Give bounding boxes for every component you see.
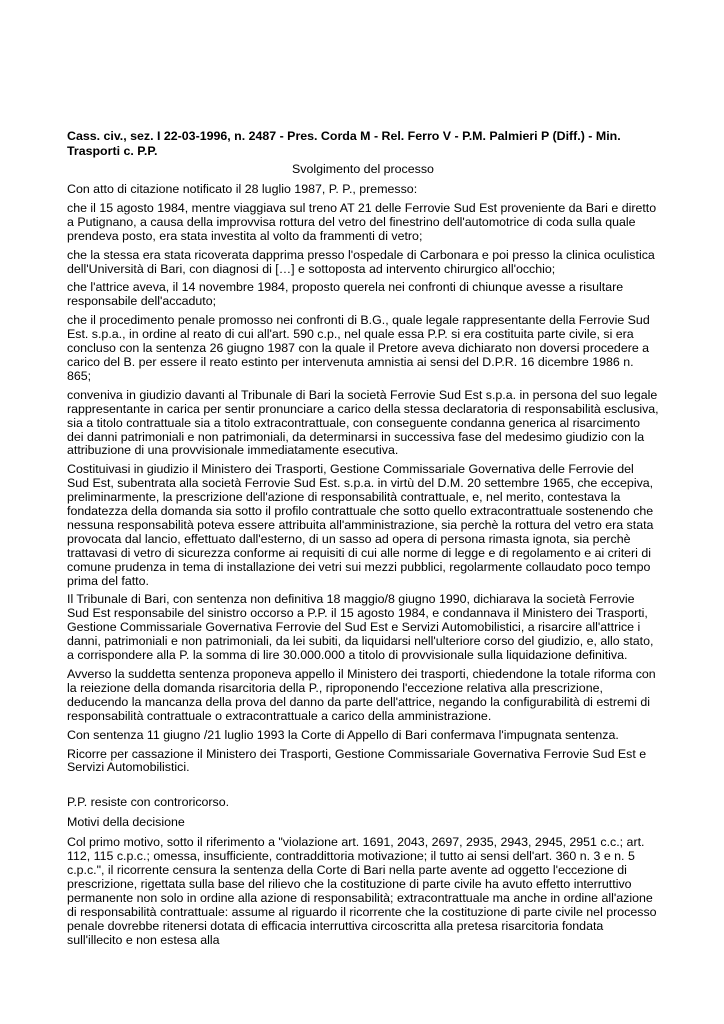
paragraph: Avverso la suddetta sentenza proponeva appello il Ministero dei trasporti, chiedendone la totale riforma con la reiezione della domanda risarcitoria della P., riproponendo l'eccezione relativa alla prescrizione, deducendo la mancanza della prova del danno da parte dell'attrice, negando la configurabilità di estremi di responsabilità contrattuale o extracontrattuale a carico della amministrazione.	[67, 667, 656, 723]
paragraph: Costituivasi in giudizio il Ministero dei Trasporti, Gestione Commissariale Governativa delle Ferrovie del Sud Est, subentrata alla società Ferrovie Sud Est. s.p.a. in virtù del D.M. 20 settembre 1965, che eccepiva, preliminarmente, la prescrizione dell'azione di responsabilità contrattuale, e, nel merito, contestava la fondatezza della domanda sia sotto il profilo contrattuale che sotto quello extracontrattuale sostenendo che nessuna responsabilità poteva essere attribuita all'amministrazione, sia perchè la rottura del vetro era stata provocata dal lancio, effettuato dall'esterno, di un sasso ad opera di persona rimasta ignota, sia perchè trattavasi di vetro di sicurezza conforme ai requisiti di cui alle norme di legge e di regolamento e ai criteri di comune prudenza in tema di installazione dei vetri sui mezzi pubblici, regolarmente collaudato poco tempo prima del fatto.	[67, 462, 654, 588]
paragraph: Col primo motivo, sotto il riferimento a "violazione art. 1691, 2043, 2697, 2935, 2943, 2945, 2951 c.c.; art. 112, 115 c.p.c.; omessa, insufficiente, contraddittoria motivazione; il tutto ai sensi dell'art. 360 n. 3 e n. 5 c.p.c.", il ricorrente censura la sentenza della Corte di Bari nella parte avente ad oggetto l'eccezione di prescrizione, rigettata sulla base del rilievo che la costituzione di parte civile ha avuto effetto interruttivo permanente non solo in ordine alla azione di responsabilità; extracontrattuale ma anche in ordine all'azione di responsabilità contrattuale: assume al riguardo il ricorrente che la costituzione di parte civile nel processo penale dovrebbe ritenersi dotata di efficacia interruttiva circoscritta alla pretesa risarcitoria fondata sull'illecito e non estesa alla	[67, 835, 657, 947]
paragraph: Con sentenza 11 giugno /21 luglio 1993 la Corte di Appello di Bari confermava l'impugnata sentenza.	[67, 727, 619, 742]
paragraph: Il Tribunale di Bari, con sentenza non definitiva 18 maggio/8 giugno 1990, dichiarava la società Ferrovie Sud Est responsabile del sinistro occorso a P.P. il 15 agosto 1984, e condannava il Ministero dei Trasporti, Gestione Commissariale Governativa Ferrovie del Sud Est e Servizi Automobilistici, a risarcire all'attrice i danni, patrimoniali e non patrimoniali, da lei subiti, da liquidarsi nell'ulteriore corso del giudizio, e, allo stato, a corrispondere alla P. la somma di lire 30.000.000 a titolo di provvisionale sulla liquidazione definitiva.	[67, 592, 654, 663]
paragraph: che l'attrice aveva, il 14 novembre 1984, proposto querela nei confronti di chiunque avesse a risultare responsabile dell'accaduto;	[67, 280, 624, 309]
paragraph: che il 15 agosto 1984, mentre viaggiava sul treno AT 21 delle Ferrovie Sud Est proveniente da Bari e diretto a Putignano, a causa della improvvisa rottura del vetro del finestrino dell'automotrice di coda sulla quale prendeva posto, era stata investita al volto da frammenti di vetro;	[67, 200, 657, 243]
document-title: Cass. civ., sez. I 22-03-1996, n. 2487 - Pres. Corda M - Rel. Ferro V - P.M. Palmieri P (Diff.) - Min. Trasporti c. P.P.	[67, 129, 621, 158]
paragraph: che il procedimento penale promosso nei confronti di B.G., quale legale rappresentante della Ferrovie Sud Est. s.p.a., in ordine al reato di cui all'art. 590 c.p., nel quale essa P.P. si era costituita parte civile, si era concluso con la sentenza 26 giugno 1987 con la quale il Pretore aveva dichiarato non doversi procedere a carico del B. per essere il reato estinto per intervenuta amnistia ai sensi del D.P.R. 16 dicembre 1986 n. 865;	[67, 313, 650, 383]
section-heading-proceedings: Svolgimento del processo	[292, 162, 434, 176]
document-page	[67, 129, 659, 953]
paragraph: conveniva in giudizio davanti al Tribunale di Bari la società Ferrovie Sud Est s.p.a. in persona del suo legale rappresentante in carica per sentir pronunciare a carico della stessa declaratoria di responsabilità esclusiva, sia a titolo contrattuale sia a titolo extracontrattuale, con conseguente condanna generica al risarcimento dei danni patrimoniali e non patrimoniali, da determinarsi in successiva fase del medesimo giudizio con la attribuzione di una provvisionale immediatamente esecutiva.	[67, 387, 659, 458]
paragraph: che la stessa era stata ricoverata dapprima presso l'ospedale di Carbonara e poi presso la clinica oculistica dell'Università di Bari, con diagnosi di […] e sottoposta ad intervento chirurgico all'occhio;	[67, 247, 655, 276]
section-heading-reasons: Motivi della decisione	[67, 815, 185, 830]
paragraph: Con atto di citazione notificato il 28 luglio 1987, P. P., premesso:	[67, 182, 418, 196]
resist-paragraph: P.P. resiste con controricorso.	[67, 795, 230, 810]
paragraph: Ricorre per cassazione il Ministero dei Trasporti, Gestione Commissariale Governativa Ferrovie Sud Est e Servizi Automobilistici.	[67, 746, 647, 775]
